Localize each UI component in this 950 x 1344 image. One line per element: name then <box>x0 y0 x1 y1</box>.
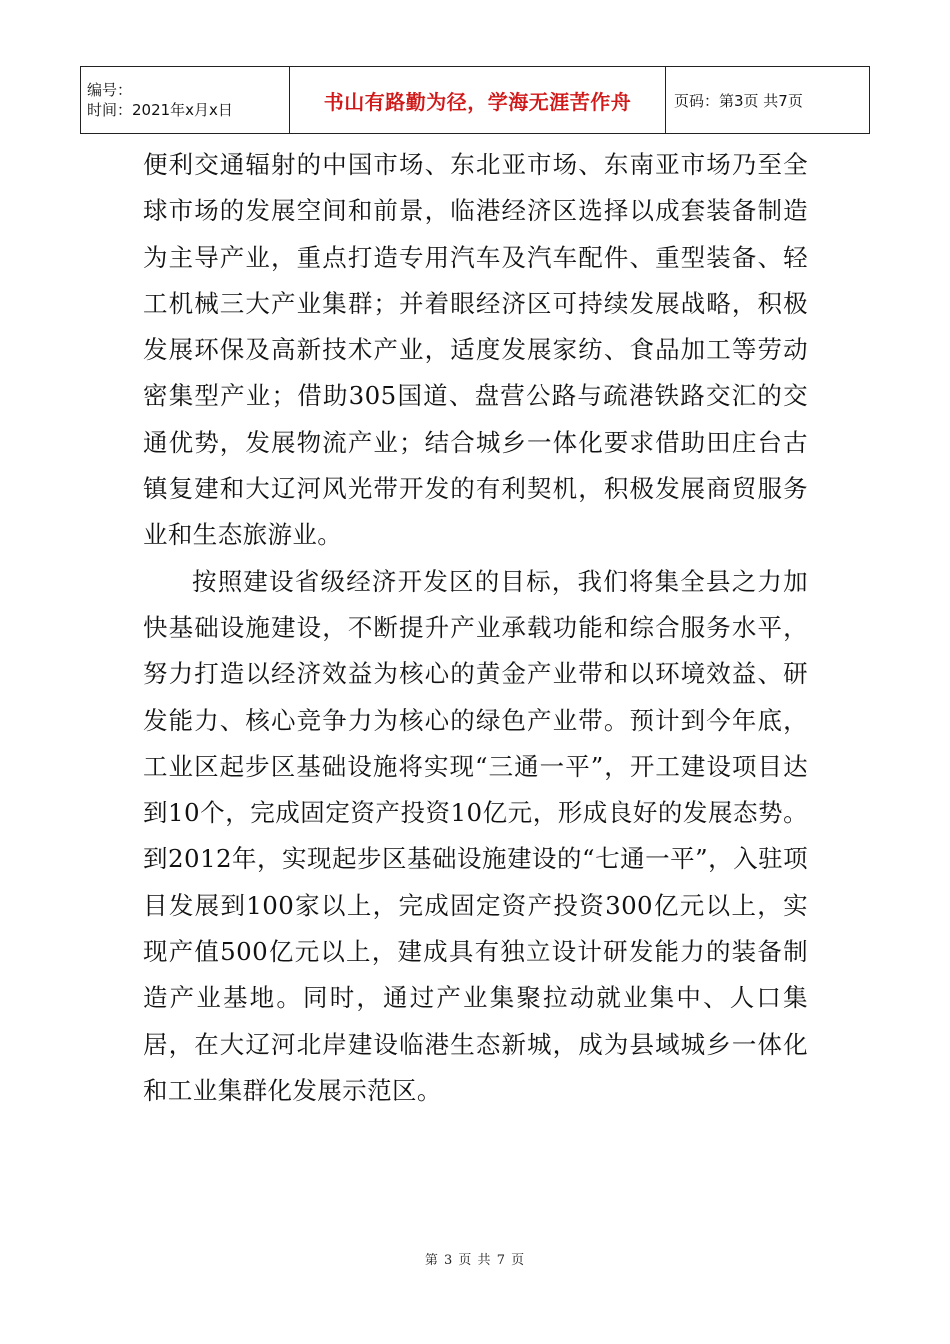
document-body <box>143 142 808 1114</box>
document-header <box>80 66 870 134</box>
document-number-label: 编号： <box>87 81 133 99</box>
body-paragraph-2: 按照建设省级经济开发区的目标，我们将集全县之力加快基础设施建设，不断提升产业承载功能和综合服务水平，努力打造以经济效益为核心的黄金产业带和以环境效益、研发能力、核心竞争力为核心的绿色产业带。预计到今年底，工业区起步区基础设施将实现“三通一平”，开工建设项目达到10个，完成固定资产投资10亿元，形成良好的发展态势。到2012年，实现起步区基础设施建设的“七通一平”，入驻项目发展到100家以上，完成固定资产投资300亿元以上，实现产值500亿元以上，建成具有独立设计研发能力的装备制造产业基地。同时，通过产业集聚拉动就业集中、人口集居，在大辽河北岸建设临港生态新城，成为县域城乡一体化和工业集群化发展示范区。 <box>143 566 808 1105</box>
document-date-label: 时间：2021年x月x日 <box>87 101 233 119</box>
header-meta-cell <box>81 67 290 134</box>
body-paragraph-1: 便利交通辐射的中国市场、东北亚市场、东南亚市场乃至全球市场的发展空间和前景，临港经济区选择以成套装备制造为主导产业，重点打造专用汽车及汽车配件、重型装备、轻工机械三大产业集群；并着眼经济区可持续发展战略，积极发展环保及高新技术产业，适度发展家纺、食品加工等劳动密集型产业；借助305国道、盘营公路与疏港铁路交汇的交通优势，发展物流产业；结合城乡一体化要求借助田庄台古镇复建和大辽河风光带开发的有利契机，积极发展商贸服务业和生态旅游业。 <box>143 150 808 550</box>
header-motto: 书山有路勤为径，学海无涯苦作舟 <box>290 67 666 134</box>
page-footer: 第 3 页 共 7 页 <box>424 1253 526 1268</box>
header-page-info: 页码：第3页 共7页 <box>666 67 870 134</box>
